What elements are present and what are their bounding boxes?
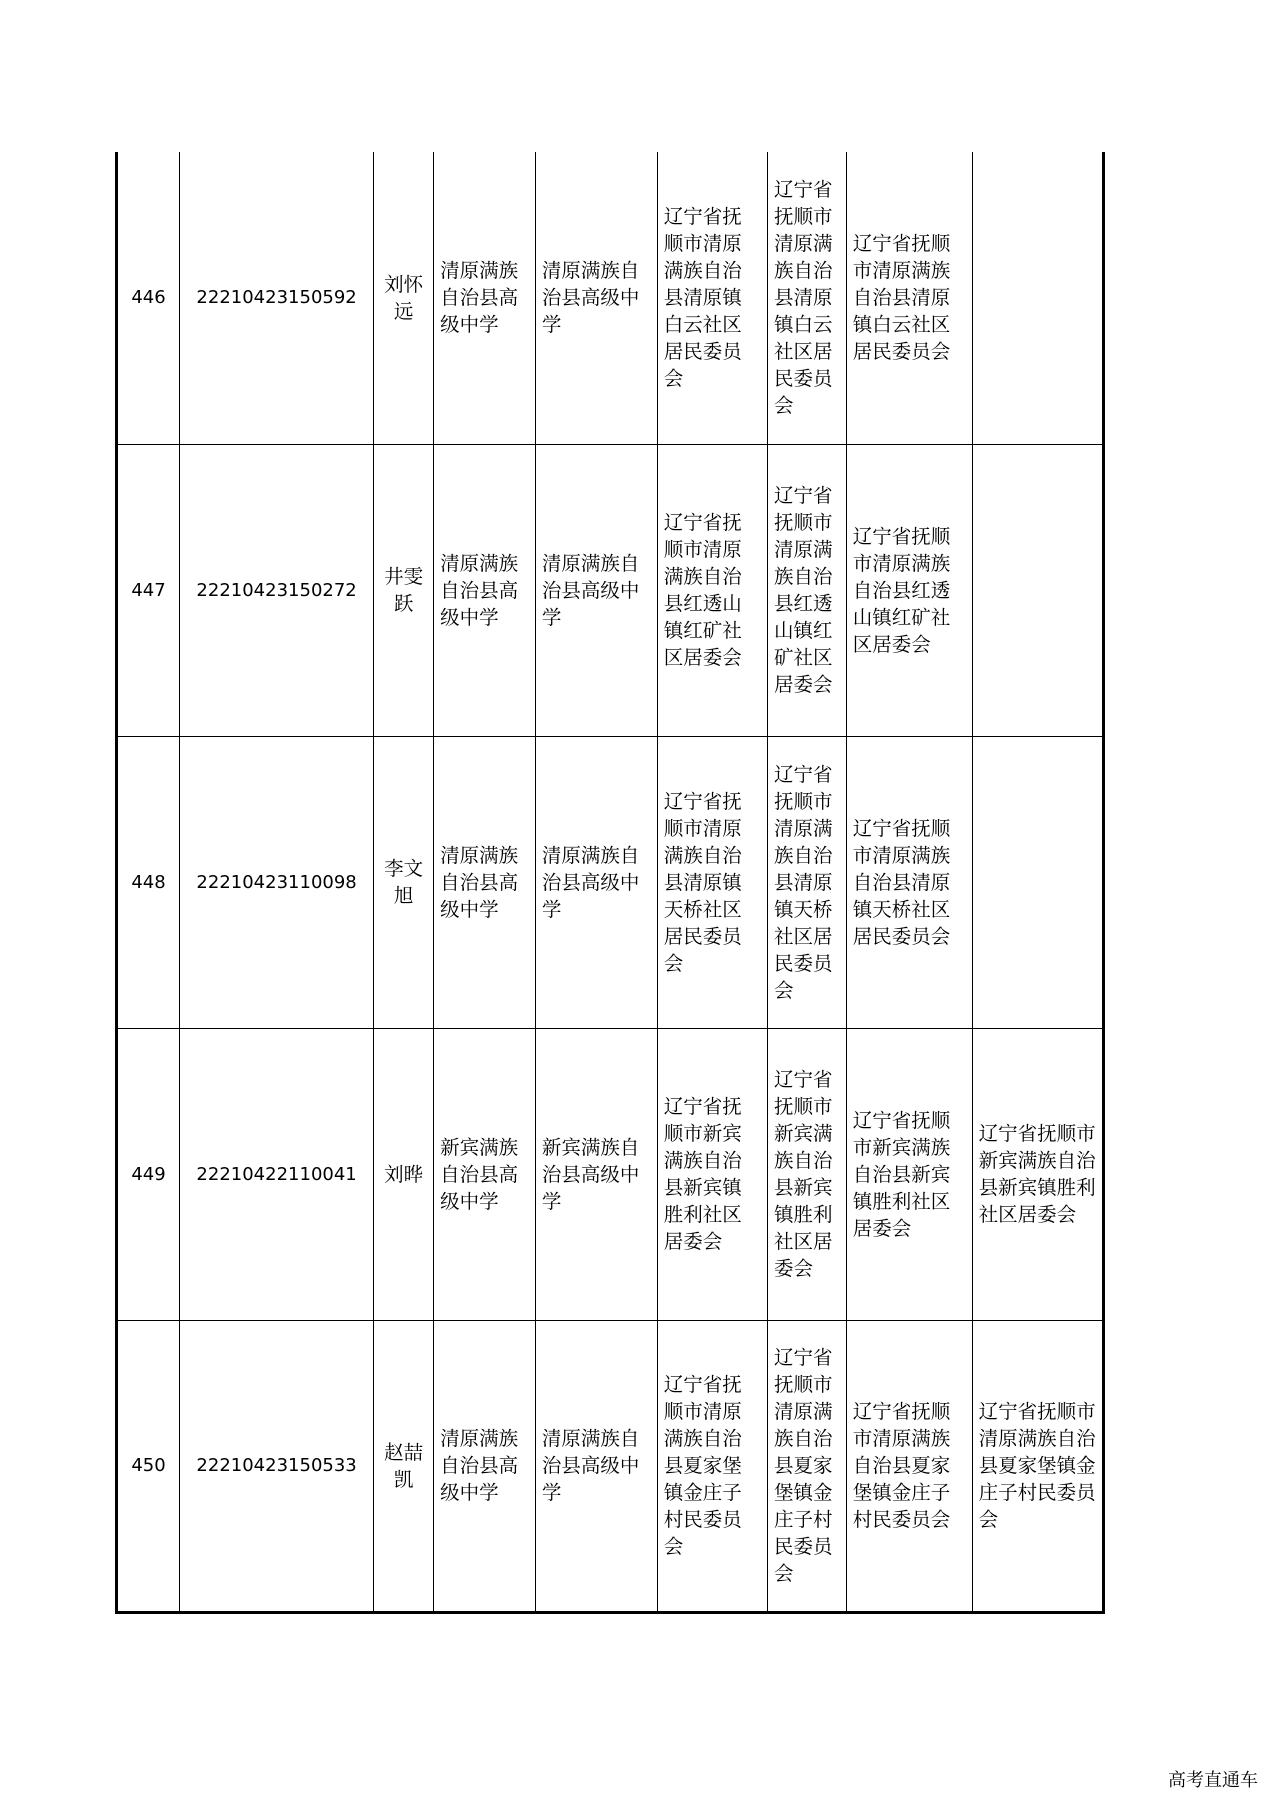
address-cell: 辽宁省抚顺市新宾满族自治县新宾镇胜利社区居委会 — [657, 1028, 767, 1320]
parent-hukou-cell: 辽宁省抚顺市清原满族自治县红透山镇红矿社区居委会 — [846, 444, 972, 736]
parent-hukou-cell: 辽宁省抚顺市新宾满族自治县新宾镇胜利社区居委会 — [846, 1028, 972, 1320]
school-cell: 新宾满族自治县高级中学 — [434, 1028, 536, 1320]
school-cell: 清原满族自治县高级中学 — [434, 444, 536, 736]
grad-school-cell: 清原满族自治县高级中学 — [535, 152, 657, 444]
name-cell: 井雯跃 — [374, 444, 434, 736]
exam-no-cell: 22210423110098 — [179, 736, 373, 1028]
address-cell: 辽宁省抚顺市清原满族自治县清原镇白云社区居民委员会 — [657, 152, 767, 444]
table-row — [117, 444, 1104, 736]
school-cell: 清原满族自治县高级中学 — [434, 152, 536, 444]
grad-school-cell: 清原满族自治县高级中学 — [535, 736, 657, 1028]
school-cell: 清原满族自治县高级中学 — [434, 736, 536, 1028]
seq-cell: 446 — [117, 152, 180, 444]
extra-cell — [972, 736, 1103, 1028]
hukou-cell: 辽宁省抚顺市清原满族自治县清原镇白云社区居民委员会 — [767, 152, 846, 444]
exam-no-cell: 22210423150272 — [179, 444, 373, 736]
seq-cell: 449 — [117, 1028, 180, 1320]
hukou-cell: 辽宁省抚顺市清原满族自治县夏家堡镇金庄子村民委员会 — [767, 1320, 846, 1612]
name-cell: 刘晔 — [374, 1028, 434, 1320]
parent-hukou-cell: 辽宁省抚顺市清原满族自治县夏家堡镇金庄子村民委员会 — [846, 1320, 972, 1612]
extra-cell: 辽宁省抚顺市清原满族自治县夏家堡镇金庄子村民委员会 — [972, 1320, 1103, 1612]
school-cell: 清原满族自治县高级中学 — [434, 1320, 536, 1612]
address-cell: 辽宁省抚顺市清原满族自治县红透山镇红矿社区居委会 — [657, 444, 767, 736]
parent-hukou-cell: 辽宁省抚顺市清原满族自治县清原镇天桥社区居民委员会 — [846, 736, 972, 1028]
table-row — [117, 736, 1104, 1028]
hukou-cell: 辽宁省抚顺市清原满族自治县清原镇天桥社区居民委员会 — [767, 736, 846, 1028]
table-row — [117, 1028, 1104, 1320]
parent-hukou-cell: 辽宁省抚顺市清原满族自治县清原镇白云社区居民委员会 — [846, 152, 972, 444]
exam-no-cell: 22210423150533 — [179, 1320, 373, 1612]
name-cell: 刘怀远 — [374, 152, 434, 444]
watermark: 高考直通车 — [1168, 1770, 1258, 1791]
address-cell: 辽宁省抚顺市清原满族自治县夏家堡镇金庄子村民委员会 — [657, 1320, 767, 1612]
grad-school-cell: 清原满族自治县高级中学 — [535, 1320, 657, 1612]
exam-no-cell: 22210422110041 — [179, 1028, 373, 1320]
extra-cell — [972, 444, 1103, 736]
name-cell: 李文旭 — [374, 736, 434, 1028]
seq-cell: 450 — [117, 1320, 180, 1612]
admission-list-table — [115, 152, 1105, 1614]
seq-cell: 448 — [117, 736, 180, 1028]
hukou-cell: 辽宁省抚顺市清原满族自治县红透山镇红矿社区居委会 — [767, 444, 846, 736]
grad-school-cell: 清原满族自治县高级中学 — [535, 444, 657, 736]
seq-cell: 447 — [117, 444, 180, 736]
table-row — [117, 152, 1104, 444]
address-cell: 辽宁省抚顺市清原满族自治县清原镇天桥社区居民委员会 — [657, 736, 767, 1028]
grad-school-cell: 新宾满族自治县高级中学 — [535, 1028, 657, 1320]
extra-cell: 辽宁省抚顺市新宾满族自治县新宾镇胜利社区居委会 — [972, 1028, 1103, 1320]
extra-cell — [972, 152, 1103, 444]
table-row — [117, 1320, 1104, 1612]
name-cell: 赵喆凯 — [374, 1320, 434, 1612]
hukou-cell: 辽宁省抚顺市新宾满族自治县新宾镇胜利社区居委会 — [767, 1028, 846, 1320]
exam-no-cell: 22210423150592 — [179, 152, 373, 444]
